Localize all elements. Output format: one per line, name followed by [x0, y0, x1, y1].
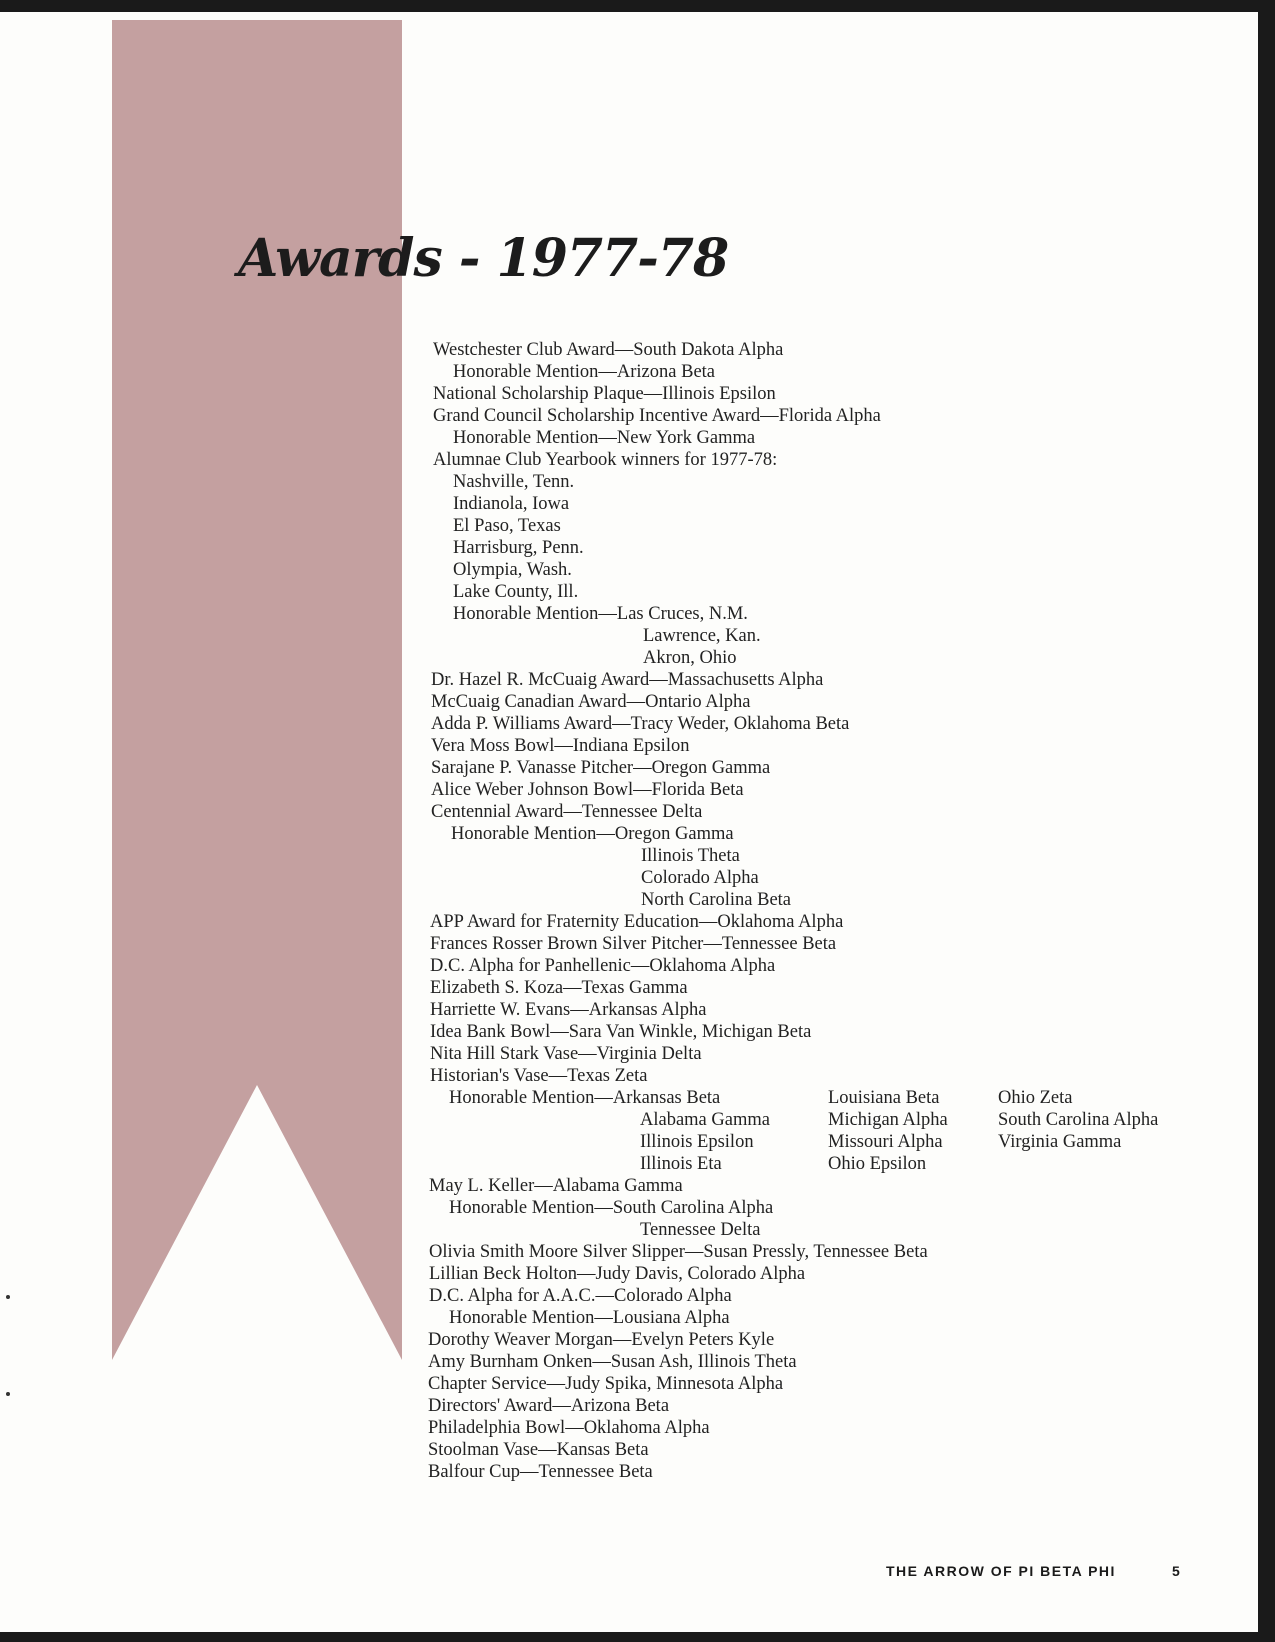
award-line: Illinois Eta — [640, 1154, 722, 1174]
award-line: Directors' Award—Arizona Beta — [428, 1396, 670, 1416]
award-line: Virginia Gamma — [998, 1132, 1122, 1152]
award-line: Honorable Mention—Arkansas Beta — [449, 1088, 721, 1108]
award-line: Alabama Gamma — [640, 1110, 770, 1130]
award-line: Frances Rosser Brown Silver Pitcher—Tennessee Beta — [430, 934, 837, 954]
award-line: Louisiana Beta — [828, 1088, 940, 1108]
award-line: Adda P. Williams Award—Tracy Weder, Oklahoma Beta — [431, 714, 850, 734]
award-line: Harrisburg, Penn. — [453, 538, 584, 558]
margin-mark — [6, 1295, 10, 1299]
award-line: Historian's Vase—Texas Zeta — [430, 1066, 648, 1086]
award-line: APP Award for Fraternity Education—Oklahoma Alpha — [430, 912, 844, 932]
award-line: Alice Weber Johnson Bowl—Florida Beta — [431, 780, 744, 800]
award-line: Nita Hill Stark Vase—Virginia Delta — [430, 1044, 702, 1064]
award-line: May L. Keller—Alabama Gamma — [429, 1176, 683, 1196]
award-line: Tennessee Delta — [640, 1220, 761, 1240]
award-line: Honorable Mention—Arizona Beta — [453, 362, 716, 382]
award-line: Ohio Zeta — [998, 1088, 1073, 1108]
award-line: Idea Bank Bowl—Sara Van Winkle, Michigan Beta — [430, 1022, 812, 1042]
award-line: Balfour Cup—Tennessee Beta — [428, 1462, 653, 1482]
award-line: Honorable Mention—South Carolina Alpha — [449, 1198, 774, 1218]
award-line: Lake County, Ill. — [453, 582, 579, 602]
award-line: Lillian Beck Holton—Judy Davis, Colorado Alpha — [429, 1264, 806, 1284]
award-line: Centennial Award—Tennessee Delta — [431, 802, 703, 822]
award-line: D.C. Alpha for A.A.C.—Colorado Alpha — [429, 1286, 732, 1306]
award-line: Missouri Alpha — [828, 1132, 943, 1152]
award-line: Colorado Alpha — [641, 868, 759, 888]
award-line: D.C. Alpha for Panhellenic—Oklahoma Alpha — [430, 956, 776, 976]
award-line: Stoolman Vase—Kansas Beta — [428, 1440, 649, 1460]
award-line: Dr. Hazel R. McCuaig Award—Massachusetts Alpha — [431, 670, 824, 690]
award-line: South Carolina Alpha — [998, 1110, 1159, 1130]
award-line: Grand Council Scholarship Incentive Award—Florida Alpha — [433, 406, 881, 426]
award-line: Chapter Service—Judy Spika, Minnesota Alpha — [428, 1374, 784, 1394]
page-number: 5 — [1172, 1563, 1180, 1579]
award-line: Illinois Theta — [641, 846, 740, 866]
decorative-ribbon — [112, 20, 402, 1360]
margin-mark — [6, 1392, 10, 1396]
award-line: Nashville, Tenn. — [453, 472, 575, 492]
award-line: Harriette W. Evans—Arkansas Alpha — [430, 1000, 707, 1020]
award-line: Honorable Mention—Oregon Gamma — [451, 824, 734, 844]
award-line: Honorable Mention—Las Cruces, N.M. — [453, 604, 748, 624]
award-line: Vera Moss Bowl—Indiana Epsilon — [431, 736, 690, 756]
award-line: Alumnae Club Yearbook winners for 1977-78: — [433, 450, 778, 470]
award-line: El Paso, Texas — [453, 516, 561, 536]
award-line: Dorothy Weaver Morgan—Evelyn Peters Kyle — [428, 1330, 775, 1350]
award-line: Olympia, Wash. — [453, 560, 572, 580]
award-line: Michigan Alpha — [828, 1110, 948, 1130]
award-line: North Carolina Beta — [641, 890, 792, 910]
page — [0, 12, 1258, 1632]
award-line: Sarajane P. Vanasse Pitcher—Oregon Gamma — [431, 758, 771, 778]
award-line: National Scholarship Plaque—Illinois Epsilon — [433, 384, 776, 404]
award-line: Illinois Epsilon — [640, 1132, 754, 1152]
award-line: Philadelphia Bowl—Oklahoma Alpha — [428, 1418, 710, 1438]
page-title: Awards - 1977-78 — [238, 228, 729, 289]
award-line: McCuaig Canadian Award—Ontario Alpha — [431, 692, 751, 712]
award-line: Lawrence, Kan. — [643, 626, 761, 646]
award-line: Honorable Mention—Lousiana Alpha — [449, 1308, 730, 1328]
footer-journal-title: THE ARROW OF PI BETA PHI — [886, 1563, 1116, 1579]
award-line: Honorable Mention—New York Gamma — [453, 428, 756, 448]
award-line: Westchester Club Award—South Dakota Alpha — [433, 340, 784, 360]
award-line: Ohio Epsilon — [828, 1154, 927, 1174]
award-line: Amy Burnham Onken—Susan Ash, Illinois Theta — [428, 1352, 797, 1372]
award-line: Indianola, Iowa — [453, 494, 570, 514]
award-line: Elizabeth S. Koza—Texas Gamma — [430, 978, 688, 998]
award-line: Akron, Ohio — [643, 648, 737, 668]
award-line: Olivia Smith Moore Silver Slipper—Susan Pressly, Tennessee Beta — [429, 1242, 928, 1262]
